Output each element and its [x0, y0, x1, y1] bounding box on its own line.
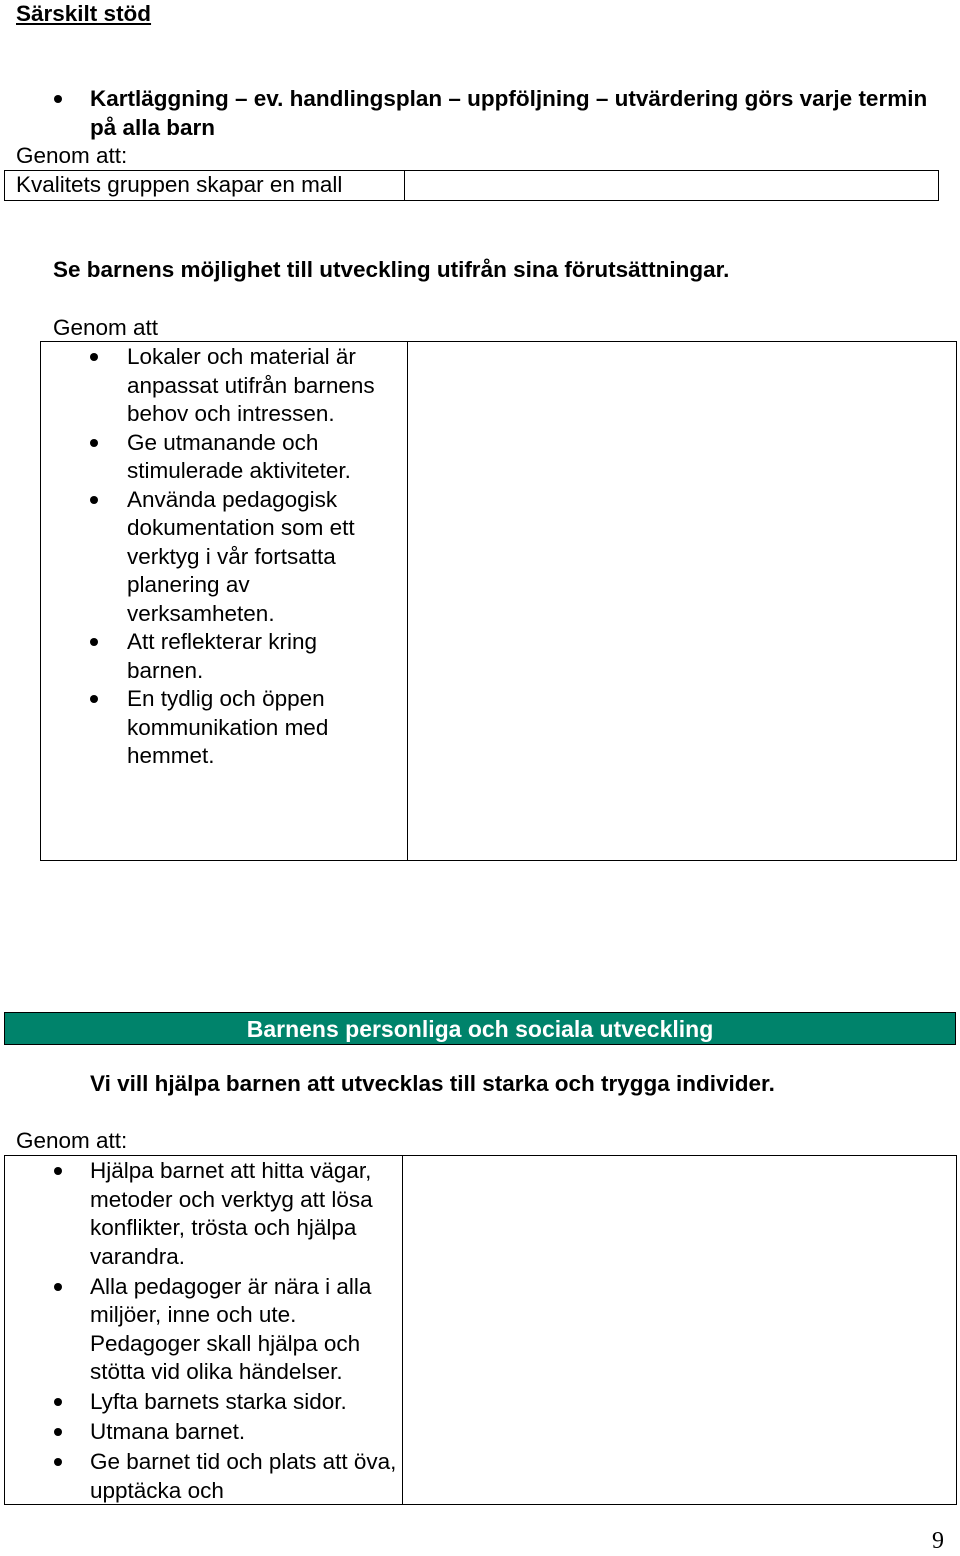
page-number: 9: [932, 1528, 944, 1554]
social-list: [90, 1157, 400, 1507]
table-mall: [4, 170, 939, 201]
genom-att-label: Genom att:: [16, 143, 128, 168]
list-item: Utmana barnet.: [90, 1418, 400, 1447]
genom-att-label: Genom att:: [16, 1128, 128, 1153]
list-item: En tydlig och öppen kommunikation med hemmet.: [127, 685, 397, 771]
bullet-list: [90, 85, 950, 142]
genom-att-label: Genom att: [53, 315, 159, 340]
section-banner: Barnens personliga och sociala utveckling: [4, 1012, 956, 1045]
table-divider: [407, 342, 408, 860]
list-item: Ge utmanande och stimulerade aktiviteter.: [127, 429, 397, 486]
table-cell-left: Kvalitets gruppen skapar en mall: [16, 172, 343, 197]
goal-heading: Se barnens möjlighet till utveckling utifrån sina förutsättningar.: [53, 257, 730, 282]
goal-heading: Vi vill hjälpa barnen att utvecklas till starka och trygga individer.: [90, 1071, 775, 1096]
activities-list: [127, 343, 397, 771]
table-divider: [402, 1156, 403, 1504]
list-item: Lokaler och material är anpassat utifrån barnens behov och intressen.: [127, 343, 397, 429]
list-item: Att reflekterar kring barnen.: [127, 628, 397, 685]
page-heading: Särskilt stöd: [16, 1, 152, 26]
list-item: Använda pedagogisk dokumentation som ett verktyg i vår fortsatta planering av verksamheten.: [127, 486, 397, 629]
table-divider: [404, 171, 405, 200]
list-item: Kartläggning – ev. handlingsplan – uppföljning – utvärdering görs varje termin på alla barn: [90, 85, 950, 142]
list-item: Alla pedagoger är nära i alla miljöer, inne och ute. Pedagoger skall hjälpa och stötta vid olika händelser.: [90, 1273, 400, 1387]
list-item: Hjälpa barnet att hitta vägar, metoder och verktyg att lösa konflikter, trösta och hjälpa varandra.: [90, 1157, 400, 1271]
list-item: Lyfta barnets starka sidor.: [90, 1388, 400, 1417]
list-item: Ge barnet tid och plats att öva, upptäcka och: [90, 1448, 400, 1505]
